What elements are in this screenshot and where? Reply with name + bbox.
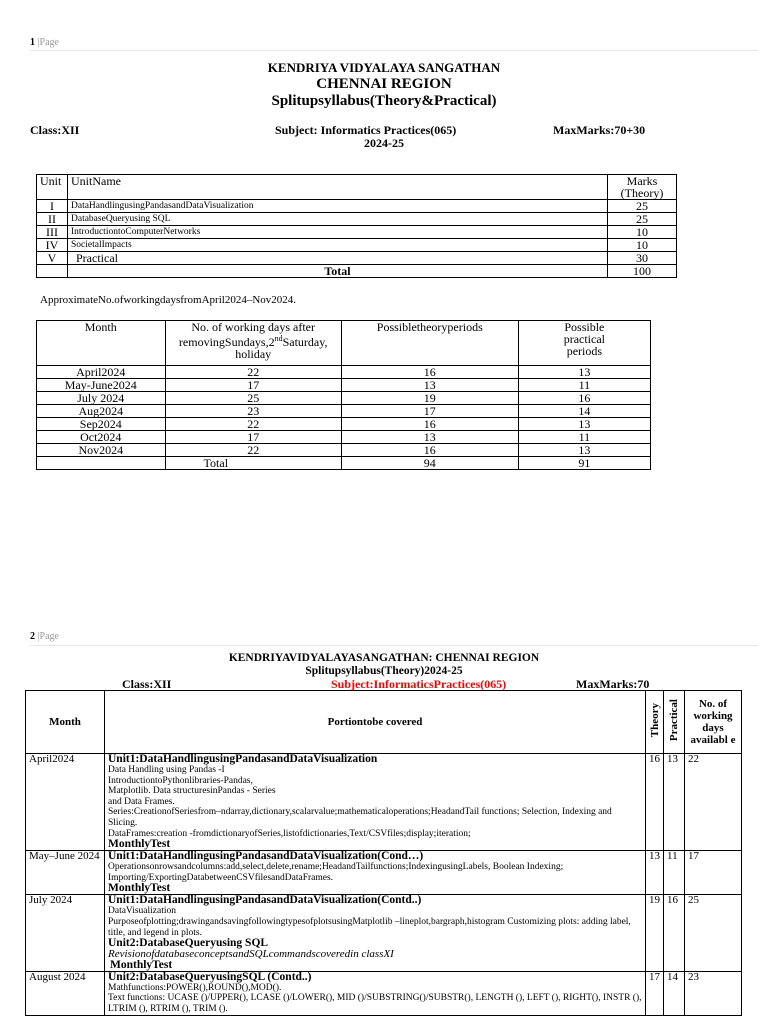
practical-cell: 11 (664, 851, 685, 895)
doc-title-org: KENDRIYA VIDYALAYA SANGATHAN (267, 60, 501, 75)
plan-class-label: Class:XII (122, 677, 172, 691)
table-row (26, 971, 742, 1015)
month-cell: May–June 2024 (26, 851, 105, 895)
table-row (37, 366, 651, 379)
theory-cell: 13 (646, 851, 664, 895)
days-cell: 22 (165, 418, 341, 431)
table-header-row (37, 175, 677, 200)
plan-title-syllabus: Splitupsyllabus(Theory)2024-25 (305, 665, 463, 677)
monthly-plan-table (25, 690, 742, 1016)
topic-line: DataFrames:creation -fromdictionaryofSeries,listofdictionaries,Text/CSVfiles;display;iteration; (108, 828, 471, 839)
portion-cell (105, 971, 646, 1015)
monthly-test: MonthlyTest (110, 958, 173, 971)
practical-cell: 13 (518, 366, 650, 379)
year-label: 2024-25 (364, 136, 404, 150)
header-practical: Practical (664, 691, 685, 754)
practical-cell: 11 (518, 431, 650, 444)
unit-marks: 30 (608, 252, 677, 265)
plan-max-marks: MaxMarks:70 (576, 677, 650, 691)
unit-marks: 25 (608, 213, 677, 226)
month-cell: Sep2024 (37, 418, 166, 431)
unit-number: II (37, 213, 68, 226)
subject-label: Subject: Informatics Practices(065) (275, 123, 457, 137)
topic-line: Matplotlib. Data structuresinPandas - Series (108, 786, 276, 797)
month-cell: May-June2024 (37, 379, 166, 392)
practical-cell: 14 (518, 405, 650, 418)
total-label: Total (68, 265, 608, 278)
topic-line: Data Handling using Pandas -I (108, 765, 225, 775)
theory-cell: 16 (341, 418, 518, 431)
header-month: Month (26, 691, 105, 754)
plan-title-org: KENDRIYAVIDYALAYASANGATHAN: CHENNAI REGION (228, 652, 540, 664)
practical-cell: 13 (664, 754, 685, 851)
topic-line: IntroductiontoPythonlibraries-Pandas, (108, 775, 253, 786)
unit-heading: Unit2:DatabaseQueryusing SQL (108, 937, 269, 950)
portion-cell (105, 851, 646, 895)
header-theory-periods: Possibletheoryperiods (341, 321, 518, 366)
days-cell: 22 (685, 754, 742, 851)
working-days-caption: ApproximateNo.ofworkingdaysfromApril2024–Nov2024. (40, 294, 297, 306)
days-cell: 22 (165, 444, 341, 457)
header-unit-name: UnitName (68, 175, 608, 200)
theory-cell: 13 (341, 431, 518, 444)
topic-line: Purposeofplotting;drawingandsavingfollowingtypesofplotsusingMatplotlib –lineplot,bargraph,histogram Customizing plots: adding label, title, and legend in plots. (108, 916, 631, 938)
practical-cell: 13 (518, 418, 650, 431)
theory-cell: 13 (341, 379, 518, 392)
page-label: |Page (37, 631, 59, 642)
header-working-days: No. of working days availabl e (685, 691, 742, 754)
month-cell: July 2024 (37, 392, 166, 405)
class-label: Class:XII (30, 123, 80, 137)
topic-line: Series:CreationofSeriesfrom–ndarray,dictionary,scalarvalue;mathematicaloperations;HeadandTail functions; Selection, Indexing and Slicing. (108, 807, 612, 828)
table-row (37, 252, 677, 265)
topic-line: and Data Frames. (108, 796, 175, 807)
unit-number: IV (37, 239, 68, 252)
monthly-test: MonthlyTest (108, 838, 171, 851)
month-cell: April2024 (26, 754, 105, 851)
theory-cell: 19 (341, 392, 518, 405)
header-portion: Portiontobe covered (105, 691, 646, 754)
working-days-table (36, 320, 651, 470)
days-cell: 25 (165, 392, 341, 405)
total-practical: 91 (518, 457, 650, 470)
table-row (37, 379, 651, 392)
divider (30, 50, 758, 51)
units-table (36, 174, 677, 278)
table-row (37, 444, 651, 457)
header-practical-periods: Possible practical periods (518, 321, 650, 366)
topic-line: DataVisualization (108, 906, 177, 917)
table-header-row (37, 321, 651, 366)
total-theory: 94 (341, 457, 518, 470)
page-header (30, 37, 59, 48)
table-row (37, 239, 677, 252)
unit-name: IntroductiontoComputerNetworks (68, 226, 608, 239)
topic-line: Text functions: UCASE ()/UPPER(), LCASE ()/LOWER(), MID ()/SUBSTRING()/SUBSTR(), LENGTH (), LEFT (), RIGHT(), INSTR (), LTRIM (), RTRIM (), TRIM (). (108, 993, 642, 1014)
divider (30, 645, 758, 646)
theory-cell: 16 (646, 754, 664, 851)
header-theory: Theory (646, 691, 664, 754)
unit-name: DatabaseQueryusing SQL (68, 213, 608, 226)
table-row (37, 226, 677, 239)
total-marks: 100 (608, 265, 677, 278)
days-cell: 23 (165, 405, 341, 418)
table-row (37, 392, 651, 405)
practical-cell: 13 (518, 444, 650, 457)
page-label: |Page (37, 37, 59, 48)
page-number: 1 (30, 37, 35, 48)
unit-number: III (37, 226, 68, 239)
topic-line: Importing/ExportingDatabetweenCSVfilesandDataFrames. (108, 872, 334, 883)
month-cell: August 2024 (26, 971, 105, 1015)
unit-marks: 25 (608, 200, 677, 213)
table-row (26, 895, 742, 971)
practical-cell: 11 (518, 379, 650, 392)
unit-heading: Unit1:DataHandlingusingPandasandDataVisualization(Cond…) (108, 850, 424, 863)
unit-number: V (37, 252, 68, 265)
days-cell: 17 (165, 379, 341, 392)
month-cell: April2024 (37, 366, 166, 379)
page-header (30, 631, 59, 642)
table-total-row (37, 265, 677, 278)
theory-cell: 17 (341, 405, 518, 418)
days-cell: 17 (165, 431, 341, 444)
theory-cell: 16 (341, 444, 518, 457)
doc-title-region: CHENNAI REGION (316, 76, 452, 92)
header-working-days: No. of working days after removingSundays,2ndSaturday, holiday (165, 321, 341, 366)
practical-cell: 16 (518, 392, 650, 405)
unit-marks: 10 (608, 239, 677, 252)
max-marks-label: MaxMarks:70+30 (553, 123, 646, 137)
month-cell: Aug2024 (37, 405, 166, 418)
table-row (37, 213, 677, 226)
month-cell: Oct2024 (37, 431, 166, 444)
table-row (37, 405, 651, 418)
theory-cell: 17 (646, 971, 664, 1015)
table-row (26, 754, 742, 851)
monthly-test: MonthlyTest (108, 882, 171, 895)
header-marks: Marks (Theory) (608, 175, 677, 200)
unit-name: Practical (68, 252, 608, 265)
table-row (26, 851, 742, 895)
unit-marks: 10 (608, 226, 677, 239)
table-row (37, 431, 651, 444)
unit-heading: Unit1:DataHandlingusingPandasandDataVisualization(Contd..) (108, 894, 422, 907)
unit-name: SocietalImpacts (68, 239, 608, 252)
unit-name: DataHandlingusingPandasandDataVisualization (68, 200, 608, 213)
total-label: Total (165, 457, 341, 470)
revision-note: RevisionofdatabaseconceptsandSQLcommandscoveredin classXI (108, 948, 394, 961)
topic-line: Mathfunctions:POWER(),ROUND(),MOD(). (108, 982, 282, 993)
table-header-row (26, 691, 742, 754)
days-cell: 23 (685, 971, 742, 1015)
practical-cell: 14 (664, 971, 685, 1015)
unit-heading: Unit1:DataHandlingusingPandasandDataVisualization (108, 753, 378, 765)
unit-number: I (37, 200, 68, 213)
portion-cell (105, 754, 646, 851)
days-cell: 17 (685, 851, 742, 895)
theory-cell: 19 (646, 895, 664, 971)
theory-cell: 16 (341, 366, 518, 379)
plan-subject-label: Subject:InformaticsPractices(065) (331, 677, 507, 691)
month-cell: Nov2024 (37, 444, 166, 457)
days-cell: 22 (165, 366, 341, 379)
header-unit: Unit (37, 175, 68, 200)
portion-cell (105, 895, 646, 971)
page-number: 2 (30, 631, 35, 642)
practical-cell: 16 (664, 895, 685, 971)
month-cell: July 2024 (26, 895, 105, 971)
header-month: Month (37, 321, 166, 366)
table-total-row (37, 457, 651, 470)
table-row (37, 200, 677, 213)
unit-heading: Unit2:DatabaseQueryusingSQL (Contd..) (108, 970, 312, 983)
doc-title-syllabus: Splitupsyllabus(Theory&Practical) (271, 93, 497, 109)
topic-line: Operationsonrowsandcolumns:add,select,delete,rename;HeadandTailfunctions;IndexingusingLabels, Boolean Indexing; (108, 862, 564, 873)
table-row (37, 418, 651, 431)
days-cell: 25 (685, 895, 742, 971)
